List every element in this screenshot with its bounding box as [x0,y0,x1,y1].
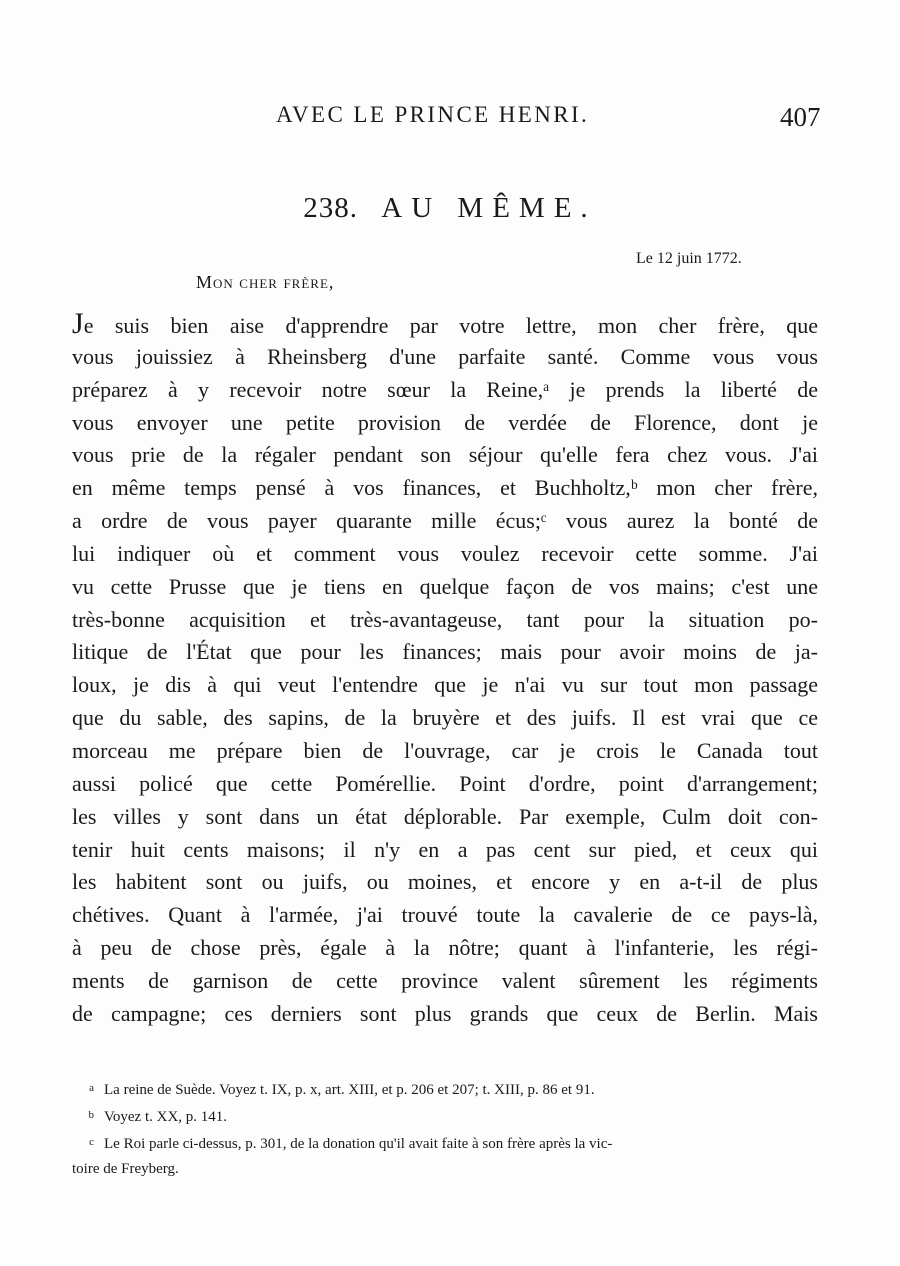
footnote [72,1103,818,1130]
body-line: en même temps pensé à vos finances, et Buchholtz,ᵇ mon cher frère, [72,475,818,501]
body-line: que du sable, des sapins, de la bruyère et des juifs. Il est vrai que ce [72,705,818,731]
footnote-continuation: toire de Freyberg. [72,1161,179,1177]
page-number: 407 [780,102,821,132]
body-line: tenir huit cents maisons; il n'y en a pas cent sur pied, et ceux qui [72,836,818,862]
footnote-text: Voyez t. XX, p. 141. [104,1109,228,1125]
letter-heading [0,192,900,225]
body-line: loux, je dis à qui veut l'entendre que je n'ai vu sur tout mon passage [72,672,818,698]
letter-salutation: Mon cher frère, [196,272,335,292]
letter-title: AU MÊME. [381,192,597,224]
body-line: vous prie de la régaler pendant son séjour qu'elle fera chez vous. J'ai [72,442,818,468]
body-line: à peu de chose près, égale à la nôtre; quant à l'infanterie, les régi- [72,935,818,961]
running-head [0,100,900,136]
body-line: vous envoyer une petite provision de verdée de Florence, dont je [72,409,818,435]
body-line: les habitent sont ou juifs, ou moines, et encore y en a-t-il de plus [72,869,818,895]
body-line: de campagne; ces derniers sont plus grands que ceux de Berlin. Mais [72,1000,818,1026]
body-line: ments de garnison de cette province valent sûrement les régiments [72,967,818,993]
body-line: morceau me prépare bien de l'ouvrage, car je crois le Canada tout [72,737,818,763]
footnote-marker: c [89,1136,94,1148]
footnote-marker: b [88,1109,94,1121]
body-line: vous jouissiez à Rheinsberg d'une parfaite santé. Comme vous vous [72,343,818,369]
letter-number: 238. [303,192,359,224]
body-line: vu cette Prusse que je tiens en quelque façon de vos mains; c'est une [72,573,818,599]
footnote-text: La reine de Suède. Voyez t. IX, p. x, art. XIII, et p. 206 et 207; t. XIII, p. 86 et 91. [104,1082,595,1098]
footnote [72,1076,818,1103]
body-line: préparez à y recevoir notre sœur la Reine,ᵃ je prends la liberté de [72,376,818,402]
body-line: les villes y sont dans un état déplorable. Par exemple, Culm doit con- [72,803,818,829]
body-line: lui indiquer où et comment vous voulez recevoir cette somme. J'ai [72,540,818,566]
footnote [72,1130,818,1157]
body-line: chétives. Quant à l'armée, j'ai trouvé toute la cavalerie de ce pays-là, [72,902,818,928]
footnote-text: Le Roi parle ci-dessus, p. 301, de la donation qu'il avait faite à son frère après la vic- [104,1136,613,1152]
footnotes [72,1076,818,1181]
body-line: litique de l'État que pour les finances; mais pour avoir moins de ja- [72,639,818,665]
body-line: aussi policé que cette Pomérellie. Point d'ordre, point d'arrangement; [72,770,818,796]
body-line: très-bonne acquisition et très-avantageuse, tant pour la situation po- [72,606,818,632]
letter-dateline: Le 12 juin 1772. [636,250,742,267]
footnote-marker: a [89,1082,94,1094]
body-line: Je suis bien aise d'apprendre par votre lettre, mon cher frère, que [72,308,818,340]
running-title: AVEC LE PRINCE HENRI. [276,102,590,127]
letter-body [72,308,818,1031]
body-line: a ordre de vous payer quarante mille écus;ᶜ vous aurez la bonté de [72,508,818,534]
